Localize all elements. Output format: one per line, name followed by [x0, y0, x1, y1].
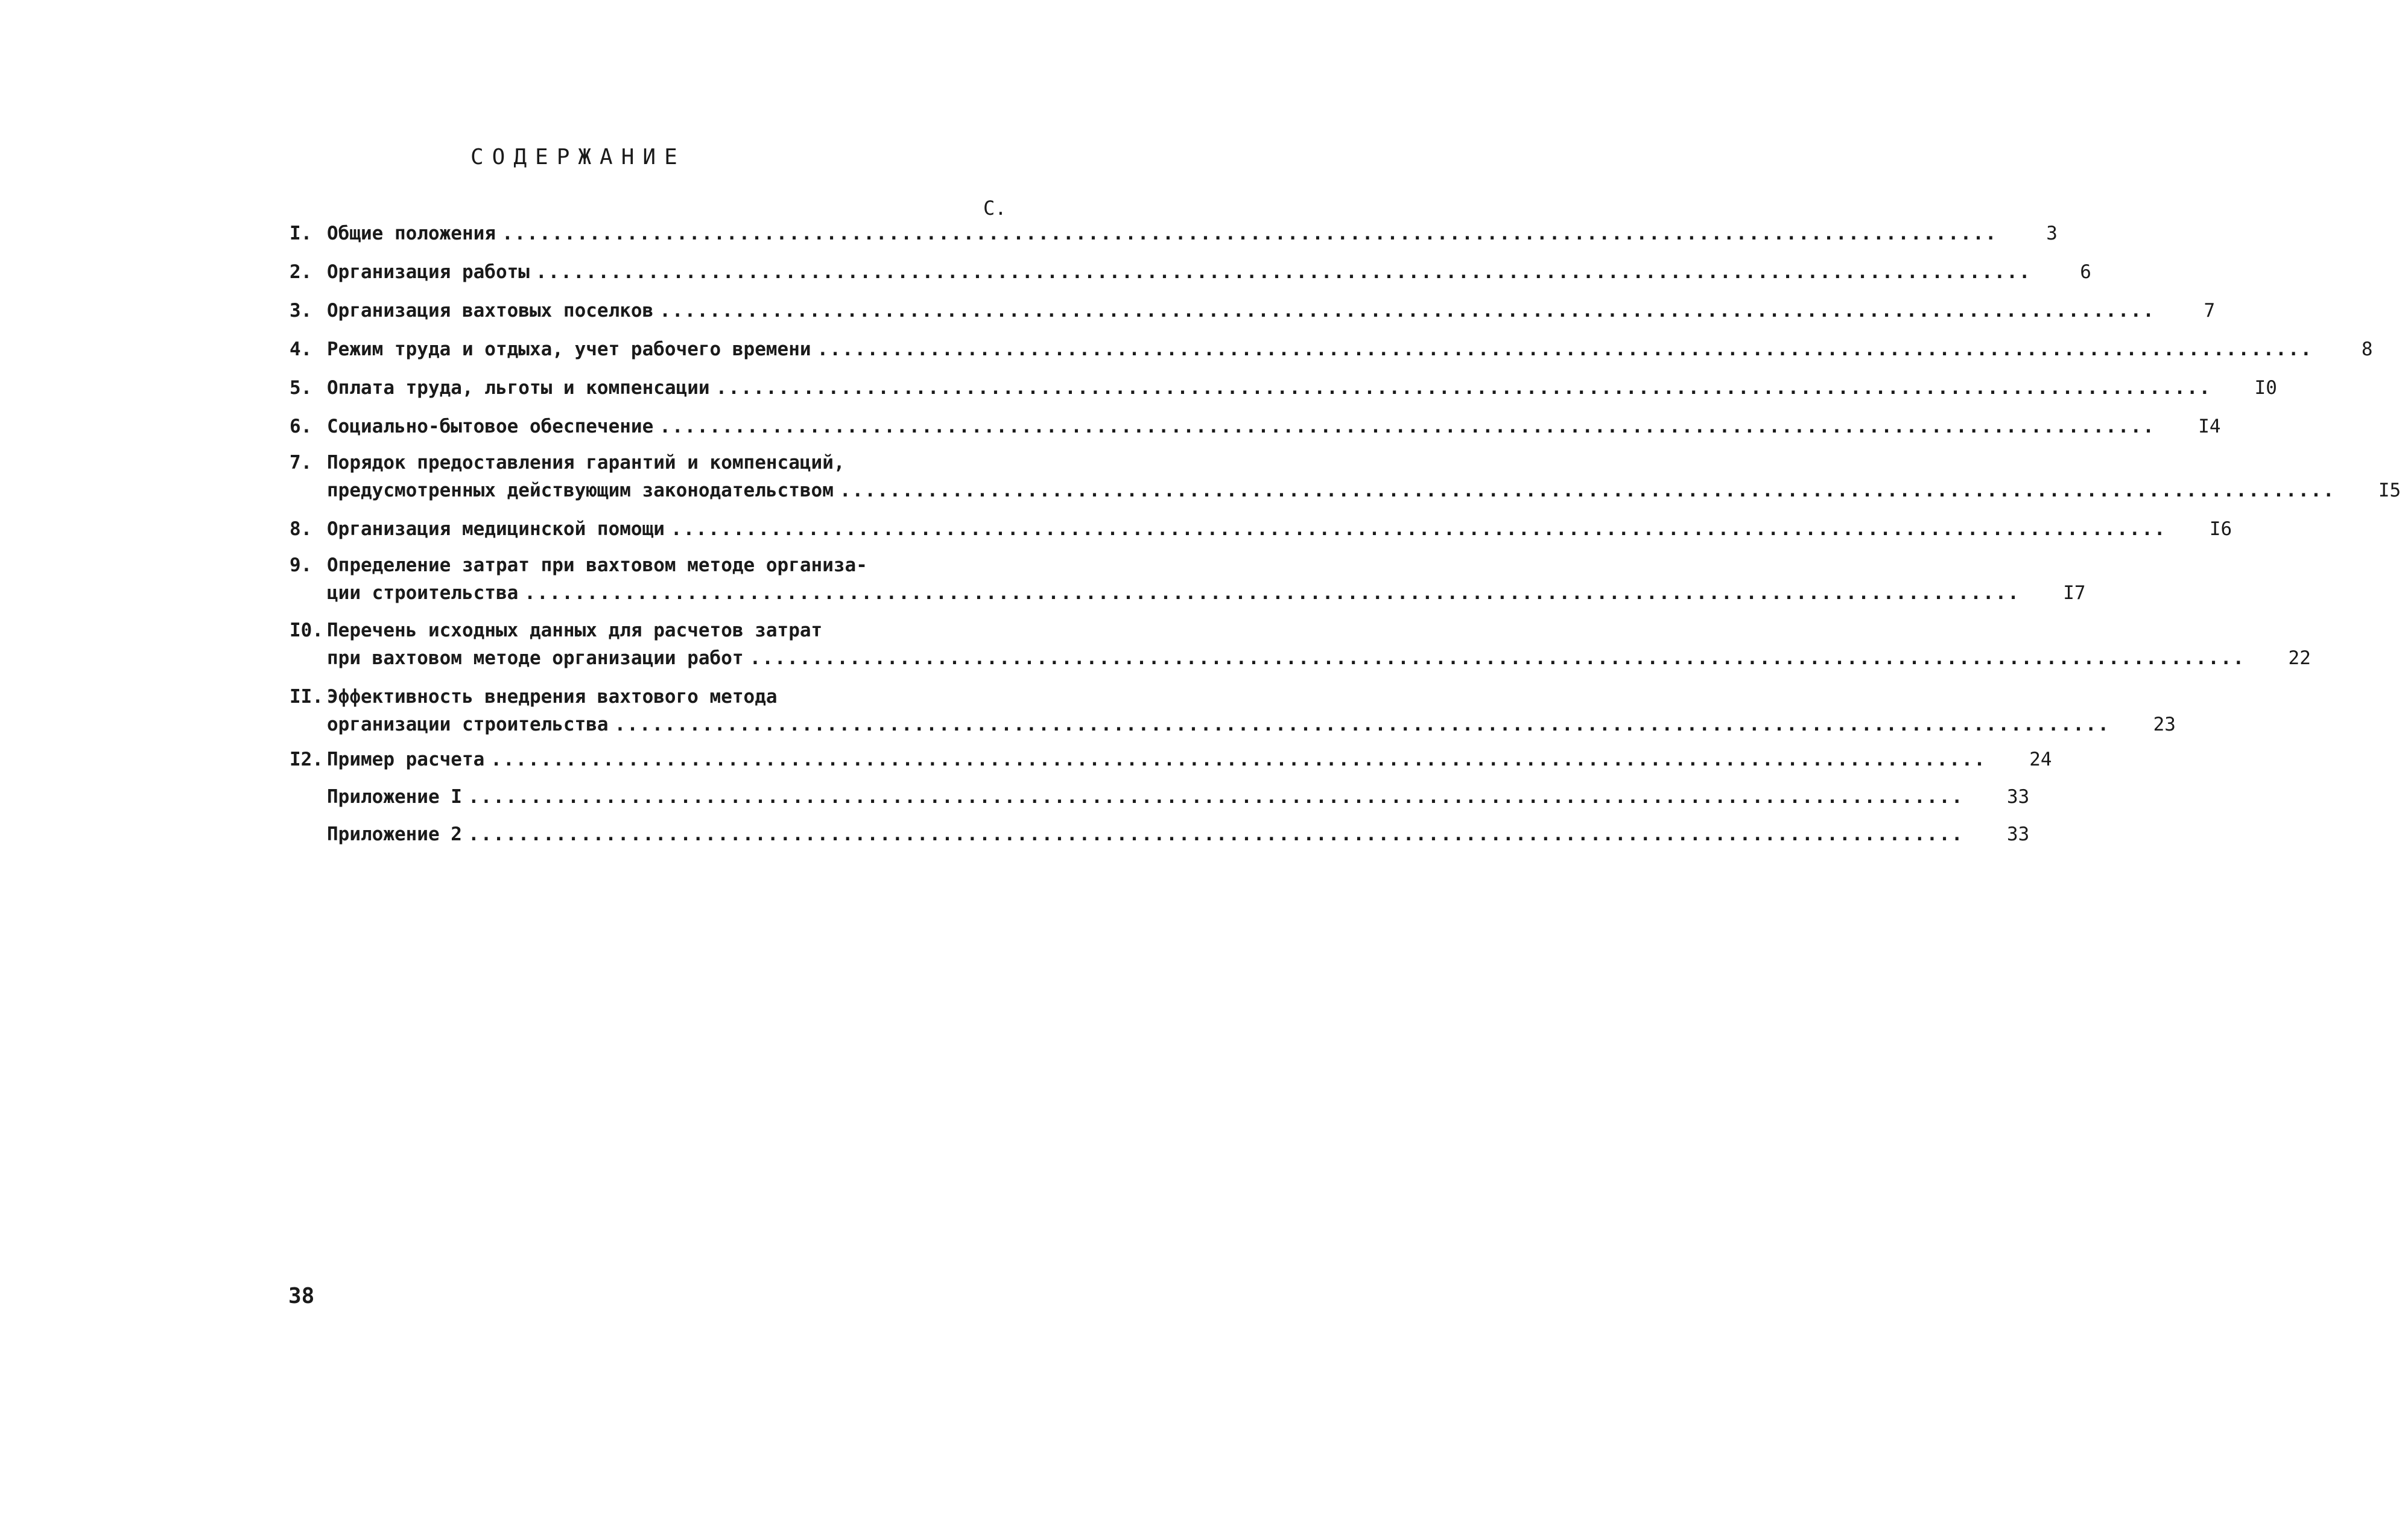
toc-leader-dots: ........................................................................................................................ [524, 582, 2020, 604]
toc-entry-number: II. [290, 686, 323, 708]
toc-entry-number: 4. [290, 338, 312, 360]
toc-leader-dots: ........................................................................................................................ [670, 518, 2167, 540]
toc-entry-title: предусмотренных действующим законодательством [327, 480, 834, 501]
toc-entry-line [290, 746, 2052, 773]
toc-entry-number: 6. [290, 416, 312, 437]
toc-leader-dots: ........................................................................................................................ [715, 377, 2212, 399]
toc-leader-dots: ........................................................................................................................ [749, 647, 2246, 669]
toc-entry [290, 746, 2052, 773]
toc-entry-number: 3. [290, 300, 312, 322]
toc-entry-line [290, 551, 1031, 579]
toc-entry-number: 9. [290, 554, 312, 576]
toc-entry-title: Приложение 2 [327, 823, 462, 845]
toc-entry-title: Приложение I [327, 786, 462, 808]
toc-entry-title: Определение затрат при вахтовом методе организа- [327, 554, 867, 576]
toc-entry-title: Эффективность внедрения вахтового метода [327, 686, 778, 708]
toc-entry-line [290, 783, 2030, 811]
toc-entry-number: 8. [290, 518, 312, 540]
toc-entry-page: 33 [2006, 823, 2030, 845]
toc-entry [290, 220, 2058, 247]
toc-leader-dots: ........................................................................................................................ [490, 749, 1986, 770]
toc-entry [290, 783, 2030, 811]
toc-entry-title: при вахтовом методе организации работ [327, 647, 744, 669]
toc-entry-page: I6 [2209, 518, 2232, 540]
toc-leader-dots: ........................................................................................................................ [659, 300, 2155, 322]
toc-entry [290, 551, 2086, 607]
toc-entry-page: 22 [2288, 647, 2311, 669]
toc-entry [290, 449, 2401, 504]
toc-entry [290, 335, 2373, 363]
toc-leader-dots: ........................................................................................................................ [467, 786, 1964, 808]
toc-entry-title: Организация работы [327, 261, 530, 283]
toc-entry-title: Пример расчета [327, 749, 485, 770]
toc-entry-title: Оплата труда, льготы и компенсации [327, 377, 710, 399]
page-column-header: С. [983, 197, 1007, 220]
toc-entry [290, 617, 2311, 672]
toc-entry-line [290, 413, 2221, 440]
toc-entry-page: I7 [2063, 582, 2086, 604]
toc-leader-dots: ........................................................................................................................ [659, 416, 2155, 437]
toc-entry-line [290, 711, 2176, 738]
toc-entry [290, 515, 2232, 543]
toc-entry-number: 2. [290, 261, 312, 283]
toc-entry-page: I5 [2378, 480, 2401, 501]
toc-entry-line [290, 617, 1031, 644]
toc-entry-line [290, 258, 2091, 286]
toc-entry-title: Режим труда и отдыха, учет рабочего времени [327, 338, 811, 360]
toc-entry-title: Организация медицинской помощи [327, 518, 665, 540]
table-of-contents [290, 211, 2401, 848]
toc-entry-title: Социально-бытовое обеспечение [327, 416, 654, 437]
toc-entry-line [290, 477, 2401, 504]
toc-entry [290, 374, 2277, 402]
toc-entry-number: I0. [290, 620, 323, 641]
toc-leader-dots: ........................................................................................................................ [501, 223, 1998, 244]
toc-entry-line [290, 820, 2030, 848]
toc-leader-dots: ........................................................................................................................ [467, 823, 1964, 845]
toc-entry [290, 413, 2221, 440]
toc-entry [290, 297, 2216, 325]
page-title: СОДЕРЖАНИЕ [471, 145, 686, 170]
toc-entry-line [290, 220, 2058, 247]
toc-entry-line [290, 644, 2311, 672]
toc-entry-line [290, 515, 2232, 543]
toc-entry-line [290, 374, 2277, 402]
toc-entry-page: I4 [2198, 416, 2221, 437]
toc-entry-page: 3 [2046, 223, 2058, 244]
toc-leader-dots: ........................................................................................................................ [614, 714, 2111, 735]
toc-entry-line [290, 449, 1031, 477]
toc-leader-dots: ........................................................................................................................ [535, 261, 2032, 283]
toc-leader-dots: ........................................................................................................................ [817, 338, 2313, 360]
toc-entry [290, 258, 2091, 286]
toc-entry-line [290, 335, 2373, 363]
toc-entry-title: Организация вахтовых поселков [327, 300, 654, 322]
toc-entry-number: I2. [290, 749, 323, 770]
toc-entry-page: 6 [2080, 261, 2091, 283]
toc-entry-title: Порядок предоставления гарантий и компенсаций, [327, 452, 845, 474]
toc-entry-page: 7 [2204, 300, 2216, 322]
footer-page-number: 38 [288, 1284, 315, 1308]
toc-entry-page: 24 [2029, 749, 2052, 770]
toc-entry-page: I0 [2254, 377, 2277, 399]
toc-leader-dots: ........................................................................................................................ [839, 480, 2336, 501]
toc-entry-title: Общие положения [327, 223, 496, 244]
toc-entry-line [290, 579, 2086, 607]
toc-entry-title: ции строительства [327, 582, 519, 604]
toc-entry [290, 820, 2030, 848]
toc-entry-line [290, 683, 1031, 711]
toc-entry [290, 683, 2176, 738]
toc-entry-page: 8 [2361, 338, 2373, 360]
toc-entry-number: 7. [290, 452, 312, 474]
toc-entry-title: организации строительства [327, 714, 609, 735]
toc-entry-number: 5. [290, 377, 312, 399]
toc-entry-number: I. [290, 223, 312, 244]
toc-entry-line [290, 297, 2216, 325]
toc-entry-page: 23 [2153, 714, 2176, 735]
toc-entry-title: Перечень исходных данных для расчетов затрат [327, 620, 823, 641]
toc-entry-page: 33 [2006, 786, 2030, 808]
